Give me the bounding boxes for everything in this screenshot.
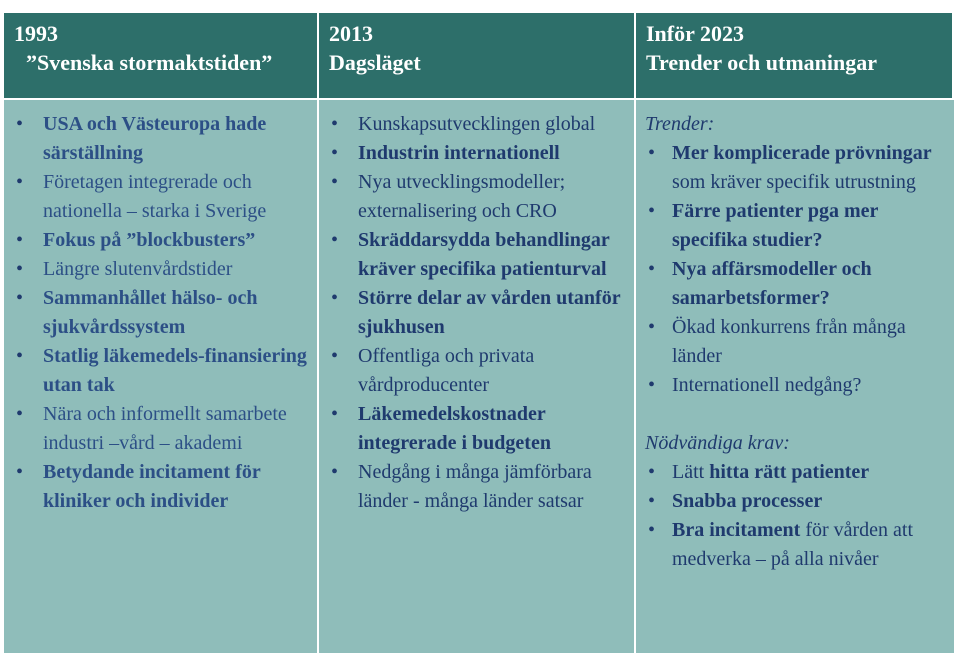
bullet-icon: • [16,171,24,193]
list-item [10,110,309,168]
item-text: Kunskapsutvecklingen global [358,113,596,135]
item-text: Längre slutenvårdstider [43,258,233,280]
list-item [325,168,626,226]
list-item [325,458,626,516]
bullet-icon: • [331,113,339,135]
col3-header [636,13,954,100]
trends-heading: Trender: [645,113,715,135]
col2-body [319,100,636,653]
bullet-icon: • [16,113,24,135]
item-text: Läkemedelskostnader integrerade i budgeten [358,403,551,454]
list-item [642,197,946,255]
list-item [10,400,309,458]
bullet-icon: • [16,287,24,309]
item-text: som kräver specifik utrustning [672,171,916,193]
item-text: Statlig läkemedels-finansiering utan tak [43,345,307,396]
requirements-list [642,458,946,574]
list-item [642,313,946,371]
item-text: Skräddarsydda behandlingar kräver specifika patienturval [358,229,610,280]
bullet-icon: • [648,200,656,222]
list-item [10,284,309,342]
item-text: Internationell nedgång? [672,374,862,396]
bullet-icon: • [16,229,24,251]
item-text: Ökad konkurrens från många länder [672,316,906,367]
bullet-icon: • [331,345,339,367]
col2-year: 2013 [329,21,373,46]
bullet-icon: • [648,258,656,280]
list-item [325,342,626,400]
item-text: Bra incitament [672,519,801,541]
item-text: för vården att medverka – på alla nivåer [672,519,914,570]
list-item [325,284,626,342]
col2-title: Dagsläget [329,50,421,75]
item-text: Industrin internationell [358,142,560,164]
bullet-icon: • [331,142,339,164]
item-text: Nedgång i många jämförbara länder - många länder satsar [358,461,592,512]
item-text: Färre patienter pga mer specifika studier? [672,200,879,251]
trends-list [642,139,946,400]
col3-year: Inför 2023 [646,21,744,46]
item-text: Fokus på ”blockbusters” [43,229,256,251]
item-text: Betydande incitament för kliniker och individer [43,461,261,512]
list-item [642,516,946,574]
item-text: hitta rätt patienter [709,461,870,483]
bullet-icon: • [648,461,656,483]
item-text: Nya utvecklingsmodeller; externalisering och CRO [358,171,566,222]
bullet-icon: • [16,258,24,280]
comparison-table [4,13,954,653]
list-item [325,400,626,458]
item-text: Lätt [672,461,710,483]
col1-title: ”Svenska stormaktstiden” [26,50,273,75]
item-text: Offentliga och privata vårdproducenter [358,345,535,396]
col1-body [4,100,319,653]
item-text: Sammanhållet hälso- och sjukvårdssystem [43,287,258,338]
item-text: Nya affärsmodeller och samarbetsformer? [672,258,872,309]
bullet-icon: • [16,345,24,367]
list-item [642,139,946,197]
col3-body [636,100,954,653]
item-text: Nära och informellt samarbete industri –vård – akademi [43,403,287,454]
col2-header [319,13,636,100]
list-item [642,458,946,487]
list-item [10,342,309,400]
bullet-icon: • [648,374,656,396]
bullet-icon: • [331,171,339,193]
list-item [10,168,309,226]
bullet-icon: • [331,403,339,425]
bullet-icon: • [648,519,656,541]
item-text: USA och Västeuropa hade särställning [43,113,267,164]
list-item [642,255,946,313]
list-item [325,110,626,139]
list-item [642,371,946,400]
list-item [325,139,626,168]
list-item [642,487,946,516]
col3-title: Trender och utmaningar [646,50,878,75]
bullet-icon: • [648,316,656,338]
col2-list [325,110,626,516]
bullet-icon: • [331,287,339,309]
bullet-icon: • [648,142,656,164]
list-item [10,458,309,516]
bullet-icon: • [16,461,24,483]
list-item [325,226,626,284]
list-item [10,226,309,255]
col1-list [10,110,309,516]
col1-year: 1993 [14,21,58,46]
list-item [10,255,309,284]
item-text: Snabba processer [672,490,823,512]
bullet-icon: • [16,403,24,425]
bullet-icon: • [648,490,656,512]
item-text: Större delar av vården utanför sjukhusen [358,287,621,338]
item-text: Företagen integrerade och nationella – starka i Sverige [43,171,267,222]
item-text: Mer komplicerade prövningar [672,142,932,164]
section-gap [642,400,946,429]
bullet-icon: • [331,229,339,251]
requirements-heading: Nödvändiga krav: [645,432,790,454]
bullet-icon: • [331,461,339,483]
col1-header [4,13,319,100]
